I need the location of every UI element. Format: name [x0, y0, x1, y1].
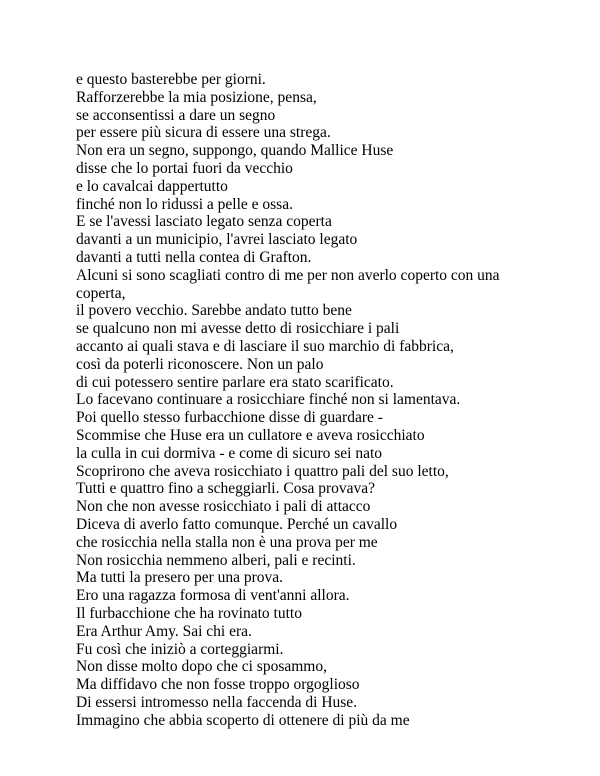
poem-line: di cui potessero sentire parlare era stato scarificato.: [76, 373, 394, 391]
poem-line: Tutti e quattro fino a scheggiarli. Cosa provava?: [76, 480, 376, 498]
poem-line: e lo cavalcai dappertutto: [76, 177, 228, 195]
poem-line: Ero una ragazza formosa di vent'anni allora.: [76, 587, 350, 605]
poem-line: Poi quello stesso furbacchione disse di guardare -: [76, 409, 383, 427]
poem-line: Immagino che abbia scoperto di ottenere di più da me: [76, 711, 410, 729]
poem-line: per essere più sicura di essere una strega.: [76, 124, 331, 142]
poem-line: e questo basterebbe per giorni.: [76, 71, 266, 88]
poem-line: la culla in cui dormiva - e come di sicuro sei nato: [76, 444, 383, 462]
poem-line: Fu così che iniziò a corteggiarmi.: [76, 640, 284, 658]
poem-text: [76, 71, 546, 729]
poem-line: finché non lo ridussi a pelle e ossa.: [76, 195, 293, 213]
poem-line: Rafforzerebbe la mia posizione, pensa,: [76, 88, 317, 106]
poem-line: così da poterli riconoscere. Non un palo: [76, 355, 324, 373]
poem-line: il povero vecchio. Sarebbe andato tutto bene: [76, 302, 352, 320]
poem-line: se qualcuno non mi avesse detto di rosicchiare i pali: [76, 320, 400, 338]
poem-line: Non disse molto dopo che ci sposammo,: [76, 658, 327, 676]
poem-line: davanti a un municipio, l'avrei lasciato legato: [76, 231, 358, 249]
poem-line: Ma tutti la presero per una prova.: [76, 569, 284, 587]
poem-line: Il furbacchione che ha rovinato tutto: [76, 604, 302, 622]
poem-line: Diceva di averlo fatto comunque. Perché un cavallo: [76, 515, 398, 533]
poem-line: Ma diffidavo che non fosse troppo orgoglioso: [76, 676, 360, 694]
poem-line: che rosicchia nella stalla non è una prova per me: [76, 533, 378, 551]
poem-line: Scommise che Huse era un cullatore e aveva rosicchiato: [76, 426, 425, 444]
poem-line: accanto ai quali stava e di lasciare il suo marchio di fabbrica,: [76, 337, 454, 355]
poem-line: Non che non avesse rosicchiato i pali di attacco: [76, 498, 371, 516]
poem-line: davanti a tutti nella contea di Grafton.: [76, 248, 312, 266]
poem-line: E se l'avessi lasciato legato senza coperta: [76, 213, 332, 231]
poem-line: Non rosicchia nemmeno alberi, pali e recinti.: [76, 551, 356, 569]
poem-line: Non era un segno, suppongo, quando Mallice Huse: [76, 142, 394, 160]
poem-line: Di essersi intromesso nella faccenda di Huse.: [76, 693, 358, 711]
poem-line: Alcuni si sono scagliati contro di me per non averlo coperto con una: [76, 266, 500, 284]
poem-line: se acconsentissi a dare un segno: [76, 106, 276, 124]
poem-line: Lo facevano continuare a rosicchiare finché non si lamentava.: [76, 391, 461, 409]
poem-line: coperta,: [76, 284, 126, 302]
poem-line: Era Arthur Amy. Sai chi era.: [76, 622, 252, 640]
poem-line: Scoprirono che aveva rosicchiato i quattro pali del suo letto,: [76, 462, 449, 480]
poem-line: disse che lo portai fuori da vecchio: [76, 159, 293, 177]
